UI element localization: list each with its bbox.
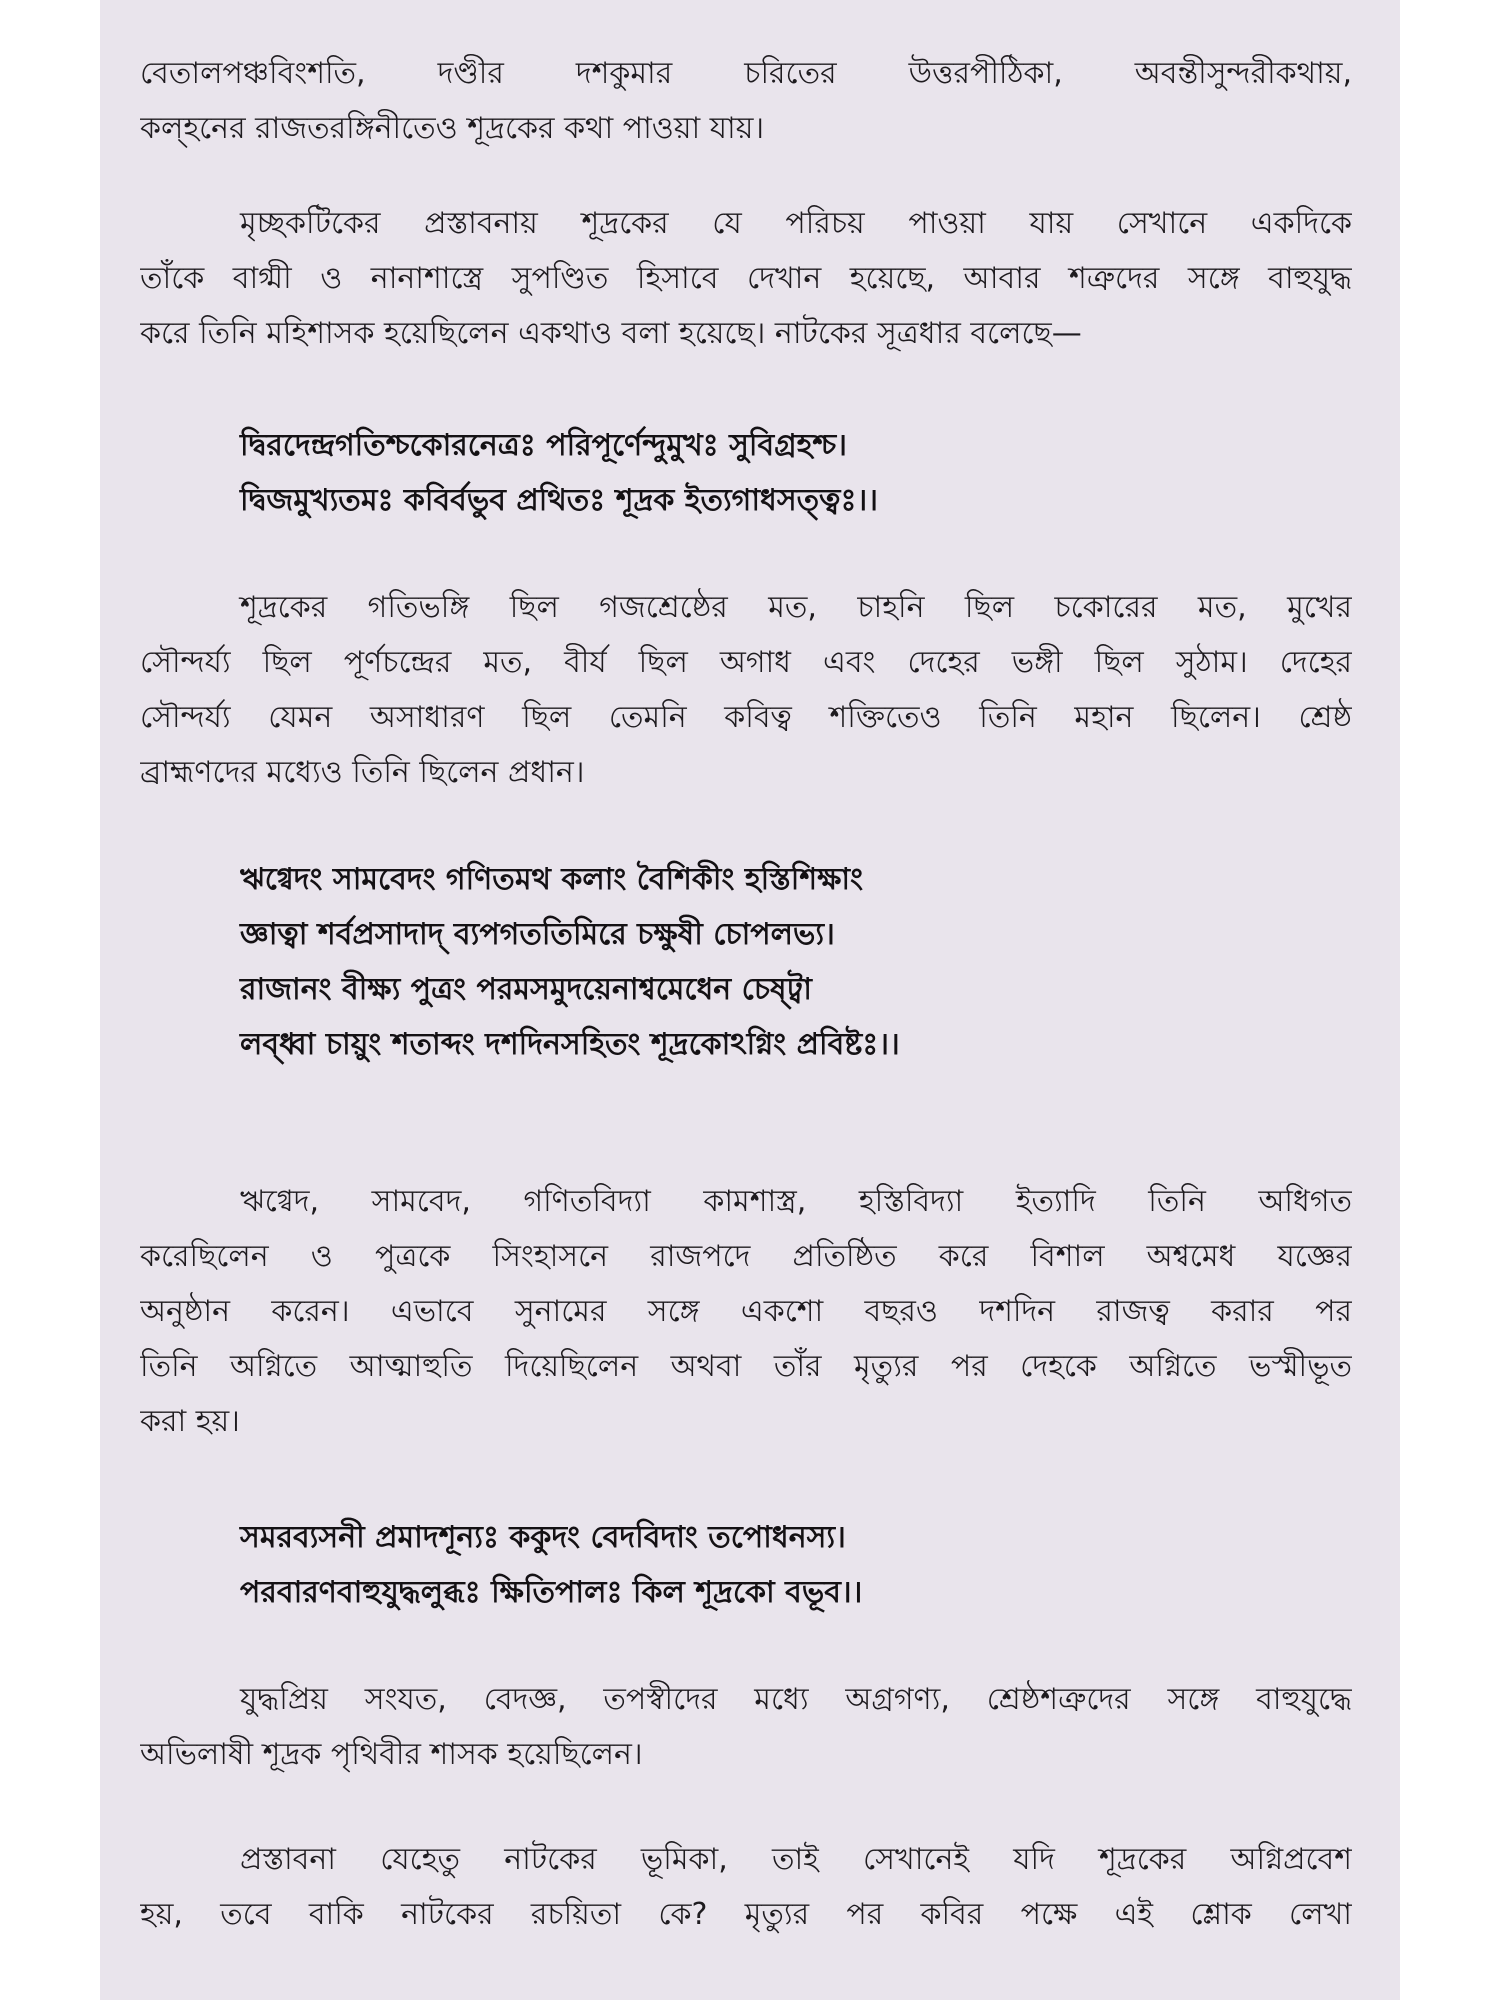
sanskrit-verse-2 xyxy=(240,852,900,1072)
verse-line: পরবারণবাহুযুদ্ধলুব্ধঃ ক্ষিতিপালঃ কিল শূদ্রকো বভূব।। xyxy=(240,1575,863,1610)
paragraph-3 xyxy=(140,580,1352,800)
paragraph-6 xyxy=(140,1832,1352,1942)
verse-line: রাজানং বীক্ষ্য পুত্রং পরমসমুদয়েনাশ্বমেধেন চেষ্ট্বা xyxy=(240,972,812,1007)
paragraph-line: করে তিনি মহিশাসক হয়েছিলেন একথাও বলা হয়েছে। নাটকের সূত্রধার বলেছে— xyxy=(140,316,1082,351)
paragraph-line: করা হয়। xyxy=(140,1404,240,1439)
paragraph-line: শূদ্রকের গতিভঙ্গি ছিল গজশ্রেষ্ঠের মত, চাহনি ছিল চকোরের মত, মুখের xyxy=(240,590,1352,625)
paragraph-2 xyxy=(140,196,1352,361)
verse-line: দ্বিরদেন্দ্রগতিশ্চকোরনেত্রঃ পরিপূর্ণেন্দুমুখঃ সুবিগ্রহশ্চ। xyxy=(240,428,847,463)
verse-line: লব্ধ্বা চায়ুং শতাব্দং দশদিনসহিতং শূদ্রকোঽগ্নিং প্রবিষ্টঃ।। xyxy=(240,1027,900,1062)
verse-line: দ্বিজমুখ্যতমঃ কবির্বভুব প্রথিতঃ শূদ্রক ইত্যগাধসত্ত্বঃ।। xyxy=(240,483,878,518)
verse-line: সমরব্যসনী প্রমাদশূন্যঃ ককুদং বেদবিদাং তপোধনস্য। xyxy=(240,1520,846,1555)
paragraph-line: অনুষ্ঠান করেন। এভাবে সুনামের সঙ্গে একশো বছরও দশদিন রাজত্ব করার পর xyxy=(140,1294,1352,1329)
paragraph-line: ঋগ্বেদ, সামবেদ, গণিতবিদ্যা কামশাস্ত্র, হস্তিবিদ্যা ইত্যাদি তিনি অধিগত xyxy=(240,1184,1352,1219)
paragraph-line: ব্রাহ্মণদের মধ্যেও তিনি ছিলেন প্রধান। xyxy=(140,755,585,790)
paragraph-1 xyxy=(140,46,1352,156)
paragraph-4 xyxy=(140,1174,1352,1449)
book-page xyxy=(100,0,1400,2000)
verse-line: ঋগ্বেদং সামবেদং গণিতমথ কলাং বৈশিকীং হস্তিশিক্ষাং xyxy=(240,862,864,897)
paragraph-line: তিনি অগ্নিতে আত্মাহুতি দিয়েছিলেন অথবা তাঁর মৃত্যুর পর দেহকে অগ্নিতে ভস্মীভূত xyxy=(140,1349,1352,1384)
paragraph-line: বেতালপঞ্চবিংশতি, দণ্ডীর দশকুমার চরিতের উত্তরপীঠিকা, অবন্তীসুন্দরীকথায়, xyxy=(140,56,1352,91)
paragraph-line: করেছিলেন ও পুত্রকে সিংহাসনে রাজপদে প্রতিষ্ঠিত করে বিশাল অশ্বমেধ যজ্ঞের xyxy=(140,1239,1352,1274)
paragraph-line: সৌন্দর্য্য যেমন অসাধারণ ছিল তেমনি কবিত্ব শক্তিতেও তিনি মহান ছিলেন। শ্রেষ্ঠ xyxy=(140,700,1352,735)
sanskrit-verse-3 xyxy=(240,1510,862,1620)
sanskrit-verse-1 xyxy=(240,418,878,528)
paragraph-line: যুদ্ধপ্রিয় সংযত, বেদজ্ঞ, তপস্বীদের মধ্যে অগ্রগণ্য, শ্রেষ্ঠশত্রুদের সঙ্গে বাহুযুদ্ধে xyxy=(240,1682,1352,1717)
paragraph-line: সৌন্দর্য্য ছিল পূর্ণচন্দ্রের মত, বীর্য ছিল অগাধ এবং দেহের ভঙ্গী ছিল সুঠাম। দেহের xyxy=(140,645,1352,680)
paragraph-5 xyxy=(140,1672,1352,1782)
paragraph-line: কল্হনের রাজতরঙ্গিনীতেও শূদ্রকের কথা পাওয়া যায়। xyxy=(140,111,765,146)
paragraph-line: প্রস্তাবনা যেহেতু নাটকের ভূমিকা, তাই সেখানেই যদি শূদ্রকের অগ্নিপ্রবেশ xyxy=(240,1842,1352,1877)
paragraph-line: অভিলাষী শূদ্রক পৃথিবীর শাসক হয়েছিলেন। xyxy=(140,1737,643,1772)
paragraph-line: হয়, তবে বাকি নাটকের রচয়িতা কে? মৃত্যুর পর কবির পক্ষে এই শ্লোক লেখা xyxy=(140,1897,1352,1932)
paragraph-line: তাঁকে বাগ্মী ও নানাশাস্ত্রে সুপণ্ডিত হিসাবে দেখান হয়েছে, আবার শত্রুদের সঙ্গে বাহুযুদ্ধ xyxy=(140,261,1352,296)
verse-line: জ্ঞাত্বা শর্বপ্রসাদাদ্ ব্যপগততিমিরে চক্ষুষী চোপলভ্য। xyxy=(240,917,835,952)
paragraph-line: মৃচ্ছকটিকের প্রস্তাবনায় শূদ্রকের যে পরিচয় পাওয়া যায় সেখানে একদিকে xyxy=(240,206,1352,241)
